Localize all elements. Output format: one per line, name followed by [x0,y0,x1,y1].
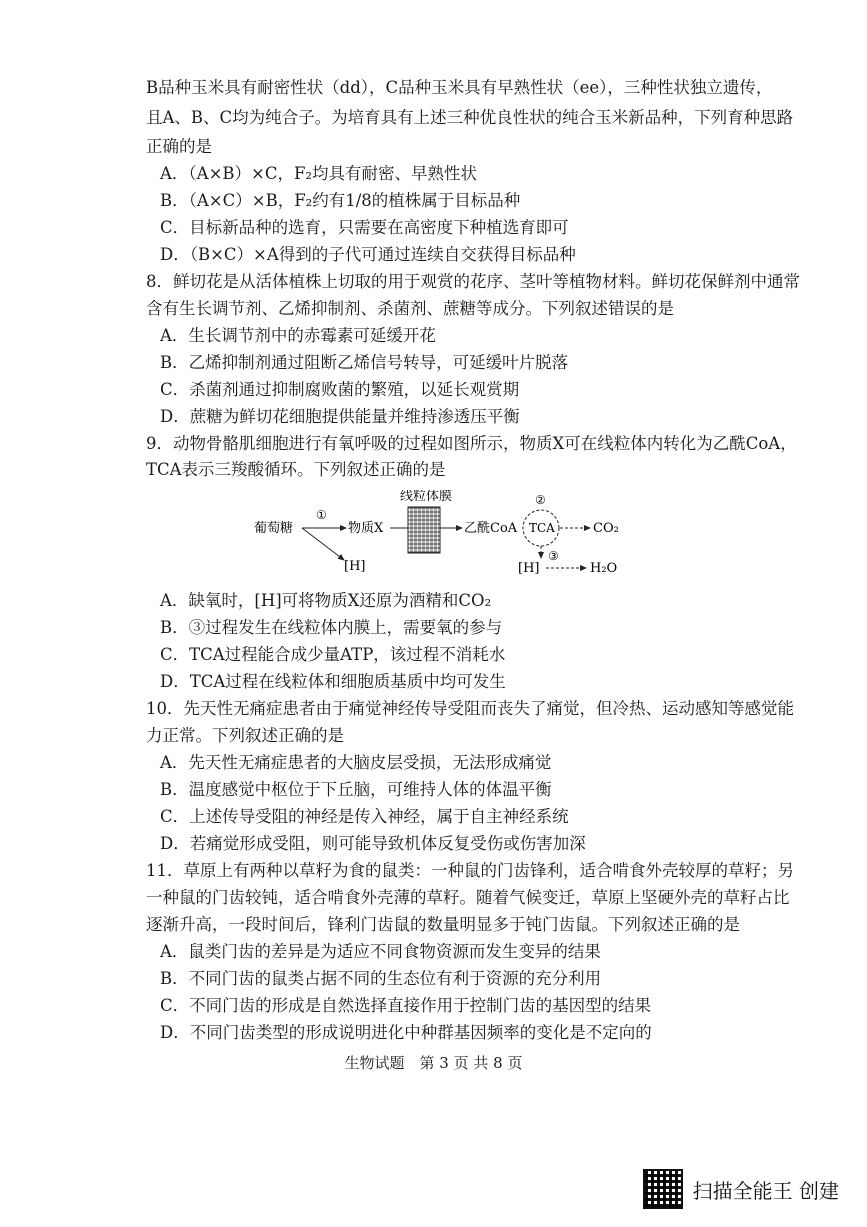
q11-option-d: D．不同门齿类型的形成说明进化中种群基因频率的变化是不定向的 [160,1023,652,1042]
q8-option-c: C．杀菌剂通过抑制腐败菌的繁殖，以延长观赏期 [160,380,520,399]
q7-line2: 且A、B、C均为纯合子。为培育具有上述三种优良性状的纯合玉米新品种，下列育种思路 [146,108,794,127]
arrow-glucose-h [302,528,344,560]
q11-option-b: B．不同门齿的鼠类占据不同的生态位有利于资源的充分利用 [160,969,602,988]
q10-option-d: D．若痛觉形成受阻，则可能导致机体反复受伤或伤害加深 [160,834,586,853]
step1-label: ① [316,508,327,522]
q7-option-b: B．（A×C）×B，F₂约有1/8的植株属于目标品种 [160,191,521,210]
respiration-diagram [250,490,650,580]
q7-option-a: A．（A×B）×C，F₂均具有耐密、早熟性状 [160,164,478,183]
substance-x-label: 物质X [348,521,384,536]
h2-label: [H] [518,561,540,576]
step3-label: ③ [548,549,559,563]
q9-option-b: B．③过程发生在线粒体内膜上，需要氧的参与 [160,618,503,637]
q11-line3: 逐渐升高，一段时间后，锋利门齿鼠的数量明显多于钝门齿鼠。下列叙述正确的是 [146,915,740,934]
q7-line3: 正确的是 [146,137,212,156]
q7-option-d: D．（B×C）×A得到的子代可通过连续自交获得目标品种 [160,245,576,264]
q8-option-d: D．蔗糖为鲜切花细胞提供能量并维持渗透压平衡 [160,407,520,426]
q7-line1: B品种玉米具有耐密性状（dd），C品种玉米具有早熟性状（ee），三种性状独立遗传， [146,78,773,97]
q10-line2: 力正常。下列叙述正确的是 [146,726,344,745]
h2o-label: H₂O [590,561,618,576]
q11-option-a: A．鼠类门齿的差异是为适应不同食物资源而发生变异的结果 [160,942,601,961]
page-footer: 生物试题 第 3 页 共 8 页 [344,1054,523,1072]
q9-option-d: D．TCA过程在线粒体和细胞质基质中均可发生 [160,672,506,691]
q8-option-a: A．生长调节剂中的赤霉素可延缓开花 [160,326,436,345]
tca-label: TCA [529,521,555,535]
q8-line1: 8．鲜切花是从活体植株上切取的用于观赏的花序、茎叶等植物材料。鲜切花保鲜剂中通常 [146,272,800,291]
q10-option-b: B．温度感觉中枢位于下丘脑，可维持人体的体温平衡 [160,780,552,799]
q11-line2: 一种鼠的门齿较钝，适合啃食外壳薄的草籽。随着气候变迁，草原上坚硬外壳的草籽占比 [146,888,790,907]
q8-option-b: B．乙烯抑制剂通过阻断乙烯信号转导，可延缓叶片脱落 [160,353,569,372]
q10-line1: 10．先天性无痛症患者由于痛觉神经传导受阻而丧失了痛觉，但冷热、运动感知等感觉能 [146,699,794,718]
scanner-watermark [643,1169,839,1209]
q9-option-a: A．缺氧时，[H]可将物质X还原为酒精和CO₂ [160,591,492,610]
q9-line2: TCA表示三羧酸循环。下列叙述正确的是 [146,460,446,479]
qr-code-icon [643,1169,683,1209]
step2-label: ② [535,493,546,507]
glucose-label: 葡萄糖 [254,521,294,536]
membrane-label: 线粒体膜 [400,490,453,504]
q8-line2: 含有生长调节剂、乙烯抑制剂、杀菌剂、蔗糖等成分。下列叙述错误的是 [146,299,674,318]
q11-option-c: C．不同门齿的形成是自然选择直接作用于控制门齿的基因型的结果 [160,996,652,1015]
q11-line1: 11．草原上有两种以草籽为食的鼠类：一种鼠的门齿锋利，适合啃食外壳较厚的草籽；另 [146,861,794,880]
q7-option-c: C．目标新品种的选育，只需要在高密度下种植选育即可 [160,218,569,237]
q9-option-c: C．TCA过程能合成少量ATP，该过程不消耗水 [160,645,506,664]
q10-option-c: C．上述传导受阻的神经是传入神经，属于自主神经系统 [160,807,569,826]
watermark-text: 扫描全能王 创建 [692,1178,839,1203]
q9-line1: 9．动物骨骼肌细胞进行有氧呼吸的过程如图所示，物质X可在线粒体内转化为乙酰CoA， [146,434,797,453]
h1-label: [H] [344,559,366,574]
co2-label: CO₂ [593,521,619,536]
q10-option-a: A．先天性无痛症患者的大脑皮层受损，无法形成痛觉 [160,753,552,772]
mitochondrial-membrane [408,507,440,553]
acetyl-coa-label: 乙酰CoA [464,521,518,536]
